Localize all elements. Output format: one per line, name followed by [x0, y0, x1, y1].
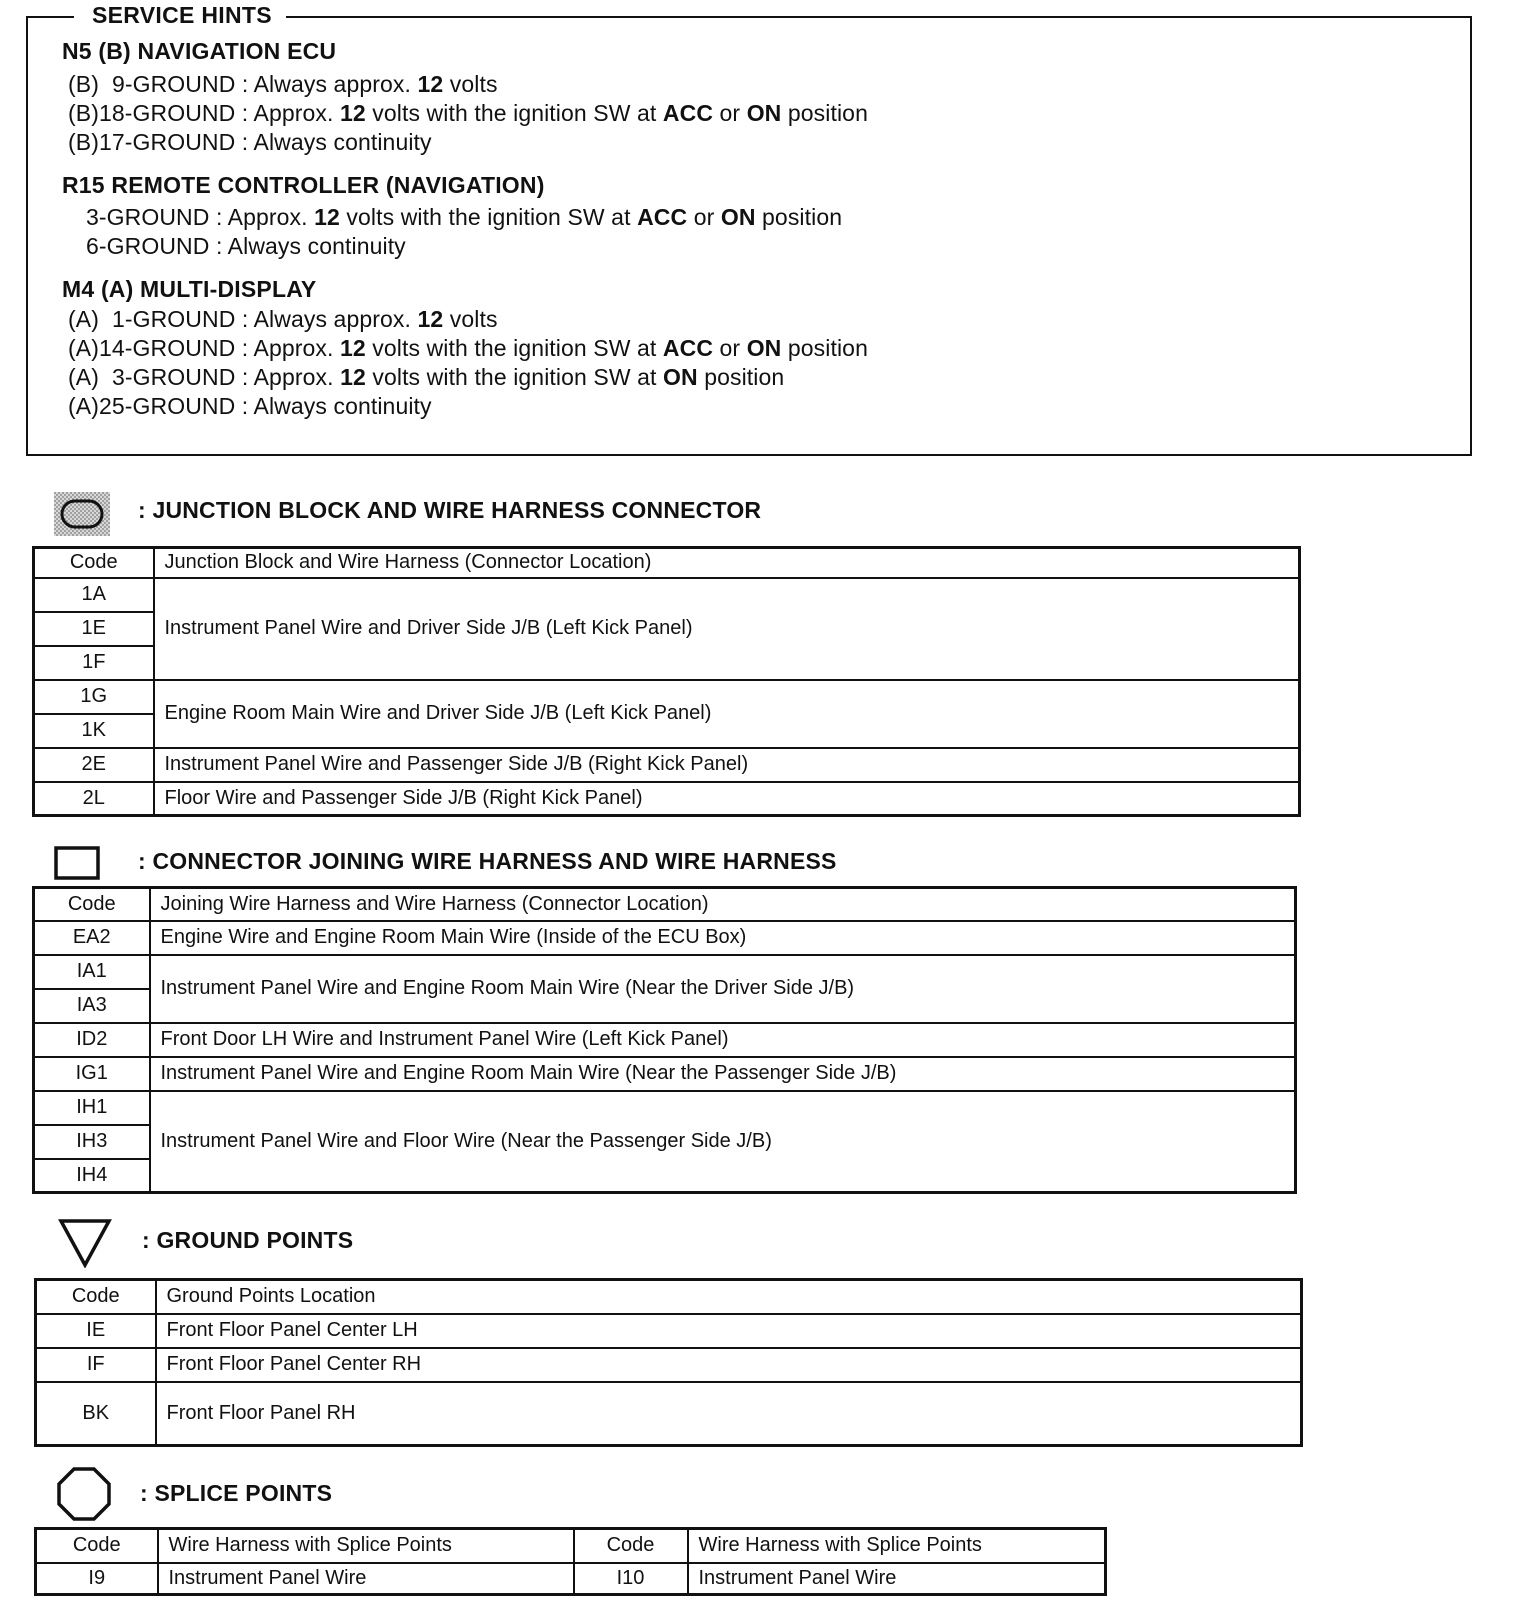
- hint-line: (B)17-GROUND : Always continuity: [68, 129, 432, 155]
- desc-cell: Engine Room Main Wire and Driver Side J/B (Left Kick Panel): [154, 680, 1300, 748]
- table-row: [34, 748, 1300, 782]
- col-desc-header: Ground Points Location: [156, 1280, 1302, 1314]
- code-cell: 2L: [34, 782, 154, 816]
- table-row: [34, 955, 1296, 989]
- table-row: [36, 1563, 1106, 1595]
- desc-cell: Engine Wire and Engine Room Main Wire (Inside of the ECU Box): [150, 921, 1296, 955]
- code-cell: IF: [36, 1348, 156, 1382]
- desc-cell: Instrument Panel Wire: [158, 1563, 574, 1595]
- table-row: [34, 578, 1300, 612]
- hint-line: (A) 3-GROUND : Approx. 12 volts with the ignition SW at ON position: [68, 364, 785, 390]
- hint-line: (B)18-GROUND : Approx. 12 volts with the ignition SW at ACC or ON position: [68, 100, 868, 126]
- desc-cell: Front Floor Panel Center LH: [156, 1314, 1302, 1348]
- hint-heading-navigation-ecu: N5 (B) NAVIGATION ECU: [62, 38, 337, 64]
- desc-cell: Instrument Panel Wire and Passenger Side J/B (Right Kick Panel): [154, 748, 1300, 782]
- col-code-header: Code: [34, 888, 150, 921]
- code-cell: IA3: [34, 989, 150, 1023]
- code-cell: BK: [36, 1382, 156, 1446]
- code-cell: EA2: [34, 921, 150, 955]
- table-row: [36, 1314, 1302, 1348]
- code-cell: I9: [36, 1563, 158, 1595]
- desc-cell: Instrument Panel Wire and Engine Room Main Wire (Near the Passenger Side J/B): [150, 1057, 1296, 1091]
- table-row: [34, 680, 1300, 714]
- hint-line: (B) 9-GROUND : Always approx. 12 volts: [68, 71, 498, 97]
- junction-table: [32, 546, 1301, 817]
- hint-line: (A)25-GROUND : Always continuity: [68, 393, 432, 419]
- junction-heading: : JUNCTION BLOCK AND WIRE HARNESS CONNECTOR: [138, 497, 762, 523]
- desc-cell: Instrument Panel Wire: [688, 1563, 1106, 1595]
- table-row: [36, 1382, 1302, 1446]
- col-code-header: Code: [36, 1280, 156, 1314]
- connector-heading: : CONNECTOR JOINING WIRE HARNESS AND WIRE HARNESS: [138, 848, 837, 874]
- hint-heading-remote-controller: R15 REMOTE CONTROLLER (NAVIGATION): [62, 172, 545, 198]
- table-header-row: [34, 548, 1300, 578]
- table-header-row: [36, 1529, 1106, 1563]
- code-cell: 1F: [34, 646, 154, 680]
- desc-cell: Front Floor Panel RH: [156, 1382, 1302, 1446]
- ground-table: [34, 1278, 1303, 1447]
- code-cell: ID2: [34, 1023, 150, 1057]
- code-cell: 2E: [34, 748, 154, 782]
- desc-cell: Instrument Panel Wire and Engine Room Main Wire (Near the Driver Side J/B): [150, 955, 1296, 1023]
- hint-line: (A) 1-GROUND : Always approx. 12 volts: [68, 306, 498, 332]
- col-desc-header: Joining Wire Harness and Wire Harness (Connector Location): [150, 888, 1296, 921]
- table-row: [34, 921, 1296, 955]
- code-cell: 1G: [34, 680, 154, 714]
- code-cell: IG1: [34, 1057, 150, 1091]
- splice-table: [34, 1527, 1107, 1596]
- code-cell: 1K: [34, 714, 154, 748]
- connector-table: [32, 886, 1297, 1194]
- code-cell: I10: [574, 1563, 688, 1595]
- col-code-header-2: Code: [574, 1529, 688, 1563]
- code-cell: 1A: [34, 578, 154, 612]
- table-row: [36, 1348, 1302, 1382]
- desc-cell: Front Door LH Wire and Instrument Panel Wire (Left Kick Panel): [150, 1023, 1296, 1057]
- code-cell: IH1: [34, 1091, 150, 1125]
- table-header-row: [34, 888, 1296, 921]
- code-cell: 1E: [34, 612, 154, 646]
- table-row: [34, 1091, 1296, 1125]
- hint-heading-multi-display: M4 (A) MULTI-DISPLAY: [62, 276, 317, 302]
- ground-heading: : GROUND POINTS: [142, 1227, 354, 1253]
- splice-point-icon: [56, 1466, 112, 1522]
- desc-cell: Instrument Panel Wire and Driver Side J/B (Left Kick Panel): [154, 578, 1300, 680]
- connector-icon: [54, 846, 100, 880]
- desc-cell: Front Floor Panel Center RH: [156, 1348, 1302, 1382]
- table-row: [34, 1057, 1296, 1091]
- splice-heading: : SPLICE POINTS: [140, 1480, 333, 1506]
- col-desc-header: Wire Harness with Splice Points: [158, 1529, 574, 1563]
- col-code-header: Code: [34, 548, 154, 578]
- hint-line: (A)14-GROUND : Approx. 12 volts with the ignition SW at ACC or ON position: [68, 335, 868, 361]
- desc-cell: Floor Wire and Passenger Side J/B (Right Kick Panel): [154, 782, 1300, 816]
- table-header-row: [36, 1280, 1302, 1314]
- junction-block-icon: [54, 492, 110, 536]
- hint-line: 6-GROUND : Always continuity: [86, 233, 406, 259]
- table-row: [34, 782, 1300, 816]
- code-cell: IE: [36, 1314, 156, 1348]
- col-desc-header-2: Wire Harness with Splice Points: [688, 1529, 1106, 1563]
- service-hints-title: SERVICE HINTS: [74, 2, 286, 29]
- col-code-header: Code: [36, 1529, 158, 1563]
- col-desc-header: Junction Block and Wire Harness (Connector Location): [154, 548, 1300, 578]
- ground-point-icon: [58, 1218, 112, 1268]
- table-row: [34, 1023, 1296, 1057]
- code-cell: IH3: [34, 1125, 150, 1159]
- code-cell: IH4: [34, 1159, 150, 1193]
- code-cell: IA1: [34, 955, 150, 989]
- desc-cell: Instrument Panel Wire and Floor Wire (Near the Passenger Side J/B): [150, 1091, 1296, 1193]
- hint-line: 3-GROUND : Approx. 12 volts with the ignition SW at ACC or ON position: [86, 204, 843, 230]
